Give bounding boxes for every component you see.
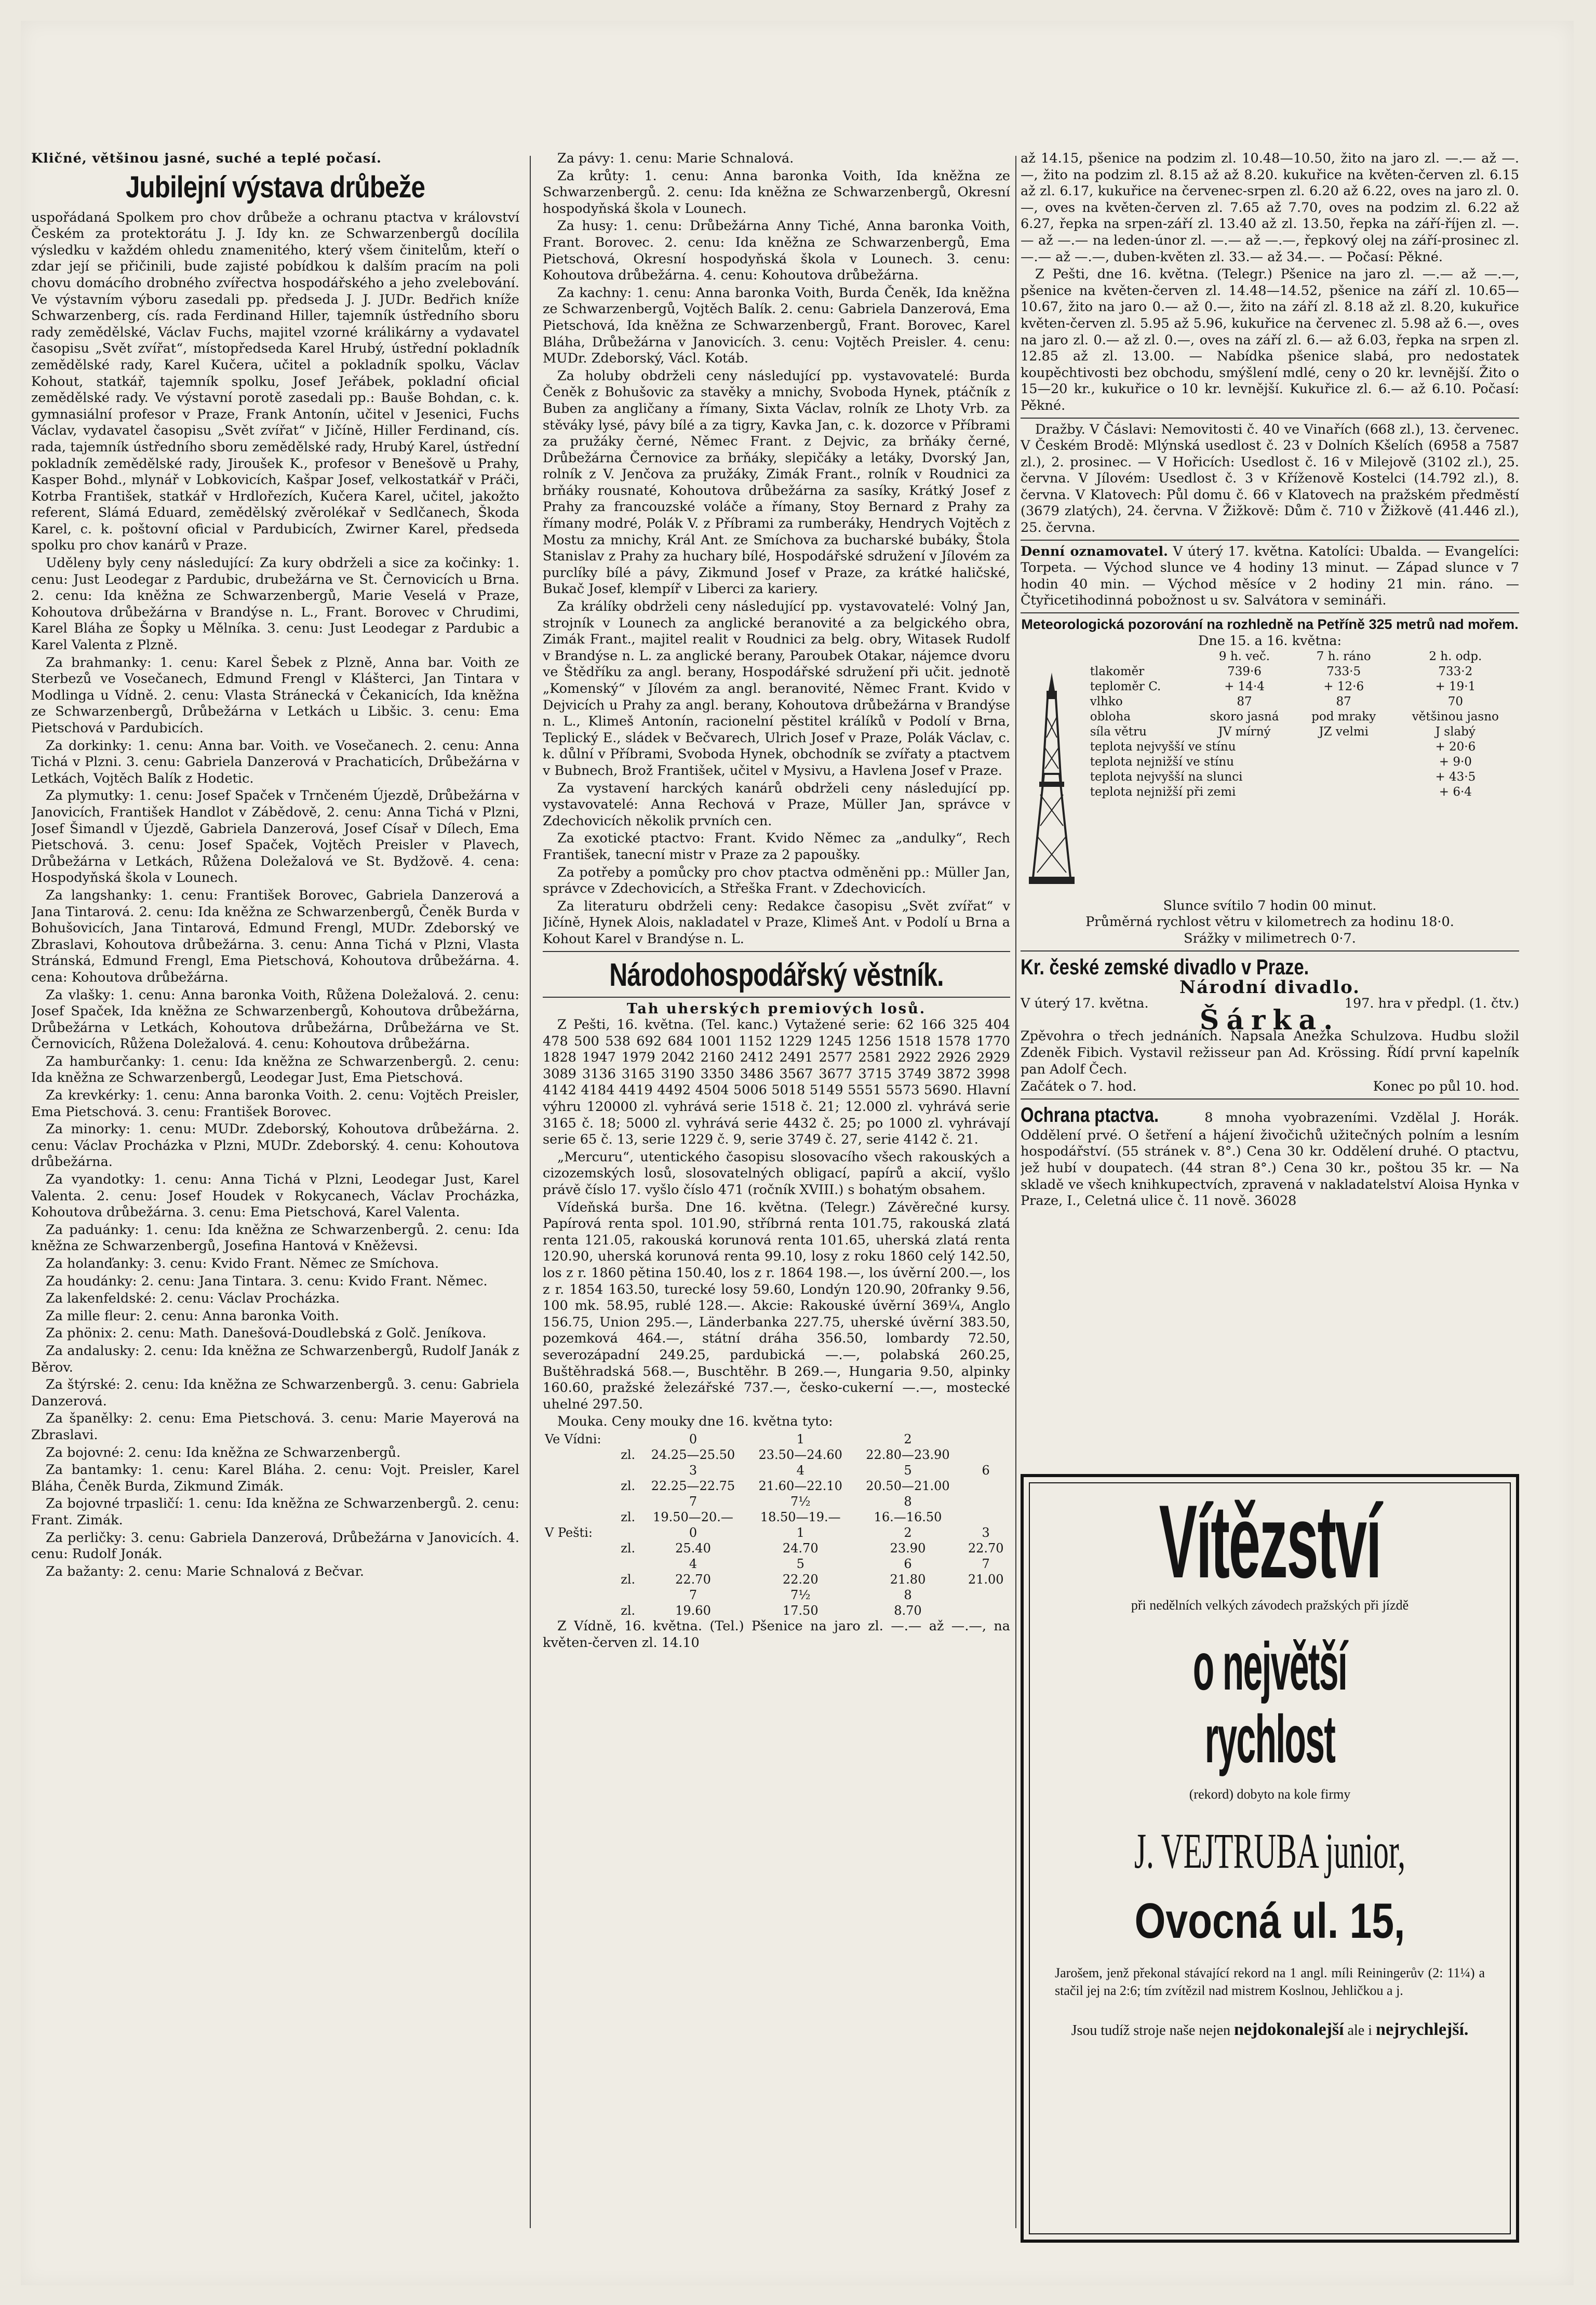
flour-table-cell: 3 bbox=[982, 1525, 990, 1540]
awards-vyandotky: Za vyandotky: 1. cenu: Anna Tichá v Plzni, Leodegar Just, Karel Valenta. 2. cenu: Josef Houdek v Rokycanech, Václav Procházka, Kohoutova drůbežárna. 3. cenu: Ema Pietschová, Karel Valenta. bbox=[31, 1172, 519, 1221]
bird-protection-title: Ochrana ptactva. bbox=[1021, 1103, 1159, 1127]
meteo-cell: skoro jasná bbox=[1210, 710, 1279, 724]
flour-table-cell bbox=[961, 1603, 1010, 1618]
ad-body: Jarošem, jenž překonal stávající rekord na 1 angl. míli Reiningerův (2: 11¼) a stačil jej na 2:6; tím zvítězil nad mistrem Koslnou, Jehličkou a j. bbox=[1055, 1965, 1485, 1998]
flour-table-row bbox=[543, 1587, 1010, 1603]
flour-table-cell: 8.70 bbox=[894, 1603, 922, 1618]
flour-table-cell: 17.50 bbox=[782, 1603, 819, 1618]
section-divider bbox=[543, 951, 1010, 952]
flour-table-row bbox=[543, 1603, 1010, 1618]
meteo-header-row bbox=[1088, 649, 1519, 664]
pest-grain-prices: Z Pešti, dne 16. května. (Telegr.) Pšenice na jaro zl. —.— až —.—, pšenice na květen-červen zl. 14.48—14.52, pšenice na září zl. 10.65—10.67, žito na jaro 0.— až 0.—, žito na září zl. 8.18 až zl. 8.20, kukuřice květen-červen zl. 5.95 až 5.96, kukuřice na červenec zl. 5.98 až 6.—, oves na jaro zl. 0.— až zl. 0.—, oves na září zl. 6.— až 6.03, řepka na srpen zl. 12.85 až zl. 13.00. — Nabídka pšenice slabá, pro nedostatek koupěchtivosti bez obchodu, smýšlení mdlé, ceny o 20 kr. levnější. Žito o 15—20 kr., kukuřice o 10 kr. levnější. Kukuřice zl. 6.— až 6.10. Počasí: Pěkné. bbox=[1021, 266, 1519, 413]
meteo-extra-label: teplota nejvyšší ve stínu bbox=[1090, 740, 1236, 754]
flour-table-cell bbox=[961, 1494, 1010, 1509]
theatre-performance: 197. hra v předpl. (1. čtv.) bbox=[1344, 996, 1519, 1012]
flour-table-cell: zl. bbox=[621, 1540, 636, 1556]
flour-price-table bbox=[543, 1431, 1010, 1618]
meteo-cell: tlakoměr bbox=[1090, 665, 1145, 679]
flour-table-cell: 6 bbox=[904, 1556, 912, 1571]
daily-notice-text: V úterý 17. května. Katolíci: Ubalda. — Evangelíci: Torpeta. — Východ slunce ve 4 hodiny 13 minut. — Západ slunce v 7 hodin 40 min. — Východ měsíce v 2 hodiny 21 min. ráno. — Čtyřicetihodinná pobožnost u sv. Salvátora v semináři. bbox=[1021, 543, 1519, 609]
awards-spanel: Za španělky: 2. cenu: Ema Pietschová. 3. cenu: Marie Mayerová na Zbraslavi. bbox=[31, 1411, 519, 1443]
awards-vlasky: Za vlašky: 1. cenu: Anna baronka Voith, Růžena Doležalová. 2. cenu: Josef Spaček, Ida kněžna ze Schwarzenbergů, Kohoutova drůbežárna, Drůbežárna v Letkách, Kohoutova drůbežárna, Drůbežárna ve St. Černovicích, Růžena Doležalová. 4. cenu: Kohoutova drůbežárna. bbox=[31, 987, 519, 1052]
bird-protection-ad bbox=[1021, 1103, 1519, 1210]
awards-plymut: Za plymutky: 1. cenu: Josef Spaček v Trnčeném Újezdě, Drůbežárna v Janovicích, František Handlot v Zábědově, 2. cenu: Anna Tichá v Plzni, Josef Šimandl v Újezdě, Gabriela Danzerová, Josef Císař v Dílech, Ema Pietschová. 3. cenu: Josef Spaček, Vojtěch Preisler v Plavech, Drůbežárna v Letkách, Růžena Doležalová ve St. Bydžově. 4. cena: Hospodyňská škola v Lounech. bbox=[31, 788, 519, 886]
meteo-cell: obloha bbox=[1090, 710, 1131, 724]
flour-table-cell: zl. bbox=[621, 1603, 636, 1618]
ad-tag-3: ale i bbox=[1347, 2022, 1372, 2039]
flour-table-cell: 23.90 bbox=[890, 1540, 926, 1556]
flour-table-cell: V Pešti: bbox=[545, 1525, 593, 1540]
theatre-play-title: Šárka. bbox=[1199, 1004, 1340, 1036]
grain-prices: až 14.15, pšenice na podzim zl. 10.48—10.50, žito na jaro zl. —.— až —.—, žito na podzim zl. 8.15 až až 8.20. kukuřice na květen-červen zl. 6.15 až zl. 6.17, kukuřice na červenec-srpen zl. 6.20 až 6.22, oves na jaro zl. 0.—, oves na květen-červen zl. 7.65 až 7.70, oves na podzim zl. 6.22 až 6.27, řepka na srpen-září zl. 13.40 až zl. 13.50, řepka na září-říjen zl. —.— až —.— na leden-únor zl. —.— až —.—, řepkový olej na září-prosinec zl. —.— až —.—, duben-květen zl. 33.— až 34.—. — Počasí: Pěkné. bbox=[1021, 151, 1519, 265]
awards-bazanty: Za bažanty: 2. cenu: Marie Schnalová z Bečvar. bbox=[46, 1563, 364, 1579]
section-divider bbox=[1021, 612, 1519, 613]
weather-intro: Kličné, většinou jasné, suché a teplé počasí. bbox=[31, 151, 382, 166]
flour-table-cell bbox=[543, 1463, 616, 1478]
flour-table-cell: 22.80—23.90 bbox=[866, 1447, 950, 1462]
flour-table-row bbox=[543, 1494, 1010, 1509]
flour-table-cell bbox=[616, 1463, 639, 1478]
meteo-header-cell: 2 h. odp. bbox=[1429, 650, 1482, 664]
ad-tag-4: nejrychlejší. bbox=[1375, 2020, 1469, 2039]
flour-table-cell: 7 bbox=[689, 1494, 698, 1509]
section-divider bbox=[543, 997, 1010, 998]
awards-phonix: Za phönix: 2. cenu: Math. Danešová-Doudlebská z Golč. Jeníkova. bbox=[46, 1325, 487, 1342]
flour-table-row bbox=[543, 1540, 1010, 1556]
flour-table-cell: 7 bbox=[982, 1556, 990, 1571]
awards-kraliky: Za králíky obdrželi ceny následující pp. vystavovatelé: Volný Jan, strojník v Lounech za anglické beranovité a za belgického obra, Zimák Frant., majitel realit v Roudnici za belg. obry, Witasek Rudolf v Brandýse n. L. za anglické berany, Paroubek Otakar, nájemce dvoru ve Štědříku za angl. berany, Hospodářské sdružení při učit. jednotě „Komenský“ v Jílovém za angl. beranovité, Němec Frant. Kvido v Dejvicích u Prahy za angl. berany, Kohoutova drůbežárna v Brandýse n. L., Klimeš Antonín, racionelní pěstitel králíků v Podolí v Brna, Teplický E., sládek v Bečvarech, Ulrich Josef v Praze, Polák Václav, c. k. důlní v Příbrami, Svoboda Hynek, obchodník se zvířaty a ptactvem v Bubnech, Brož František, učitel v Mysivu, a Havlena Josef v Praze. bbox=[543, 599, 1010, 779]
meteo-row bbox=[1088, 664, 1519, 679]
flour-table-cell bbox=[543, 1447, 616, 1463]
vienna-bourse: Vídeňská burša. Dne 16. května. (Telegr.) Závěrečné kursy. Papírová renta spol. 101.90, stříbrná renta 101.75, rakouská zlatá renta 121.05, rakouská korunová renta 101.65, uherská zlatá renta 120.90, uherská korunová renta 99.10, losy z roku 1860 celý 142.50, los z r. 1860 pětina 150.40, los z r. 1864 198.—, los úvěrní 200.—, los z r. 1854 163.50, turecké losy 59.60, Londýn 120.90, 20franky 9.56, 100 mk. 58.95, rublé 128.—. Akcie: Rakouské úvěrní 369¼, Anglo 156.75, Union 295.—, Länderbanka 227.75, uherské úvěrní 383.50, pozemková 464.—, státní dráha 356.50, lombardy 72.50, severozápadní 249.25, pardubická —.—, polabská 260.25, Buštěhradská 568.—, Buschtěhr. B 269.—, Hungaria 9.50, alpinky 160.60, pražské železářské 737.—, česko-cukerní —.—, mostecké uhelné 297.50. bbox=[543, 1199, 1010, 1412]
awards-bantam: Za bantamky: 1. cenu: Karel Bláha. 2. cenu: Vojt. Preisler, Karel Bláha, Čeněk Burda, Zikmund Zimák. bbox=[31, 1462, 519, 1494]
column-rule-2 bbox=[1015, 156, 1016, 2228]
flour-table-cell: 4 bbox=[796, 1463, 804, 1478]
meteo-extra-value: + 9·0 bbox=[1439, 755, 1472, 769]
flour-table-cell: Ve Vídni: bbox=[545, 1431, 601, 1446]
meteo-date: Dne 15. a 16. května: bbox=[1198, 633, 1342, 649]
flour-table-cell: 18.50—19.— bbox=[760, 1509, 841, 1524]
flour-table-cell bbox=[961, 1478, 1010, 1494]
flour-table-cell bbox=[543, 1556, 616, 1572]
column-2 bbox=[543, 151, 1010, 2249]
meteo-cell: 733·2 bbox=[1438, 665, 1473, 679]
flour-table-cell bbox=[961, 1447, 1010, 1463]
awards-paduan: Za paduánky: 1. cenu: Ida kněžna ze Schwarzenbergů. 2. cenu: Ida kněžna ze Schwarzenbergů, Josefina Hantová v Kněževsi. bbox=[31, 1222, 519, 1254]
theatre-date: V úterý 17. května. bbox=[1021, 996, 1149, 1012]
flour-table-cell: 7 bbox=[689, 1587, 698, 1602]
awards-brahma: Za brahmanky: 1. cenu: Karel Šebek z Plzně, Anna bar. Voith ze Sterbezů ve Vosečanech, Edmund Frengl v Klášterci, Jan Tintara v Modlinga u Vídně. 2. cenu: Vlasta Stránecká v Čekanicích, Ida kněžna ze Schwarzenbergů, Drůbežárna v Letkách u Libšic. 3. cenu: Ema Pietschová v Pardubicích. bbox=[31, 654, 519, 736]
flour-table-cell: 21.00 bbox=[968, 1572, 1004, 1587]
lottery-headline: Tah uherských premiových losů. bbox=[626, 1000, 927, 1017]
flour-table-cell bbox=[543, 1540, 616, 1556]
flour-table-cell bbox=[616, 1431, 639, 1447]
flour-table-row bbox=[543, 1525, 1010, 1540]
column-rule-1 bbox=[530, 156, 531, 2228]
awards-houdan: Za houdánky: 2. cenu: Jana Tintara. 3. cenu: Kvido Frant. Němec. bbox=[46, 1273, 488, 1289]
flour-table-cell: 6 bbox=[982, 1463, 990, 1478]
flour-table-cell: 1 bbox=[796, 1525, 804, 1540]
awards-pomucky: Za potřeby a pomůcky pro chov ptactva odměněni pp.: Müller Jan, správce v Zdechovicích, a Střeška Frant. v Zdechovicích. bbox=[543, 864, 1010, 897]
flour-table-cell: 19.60 bbox=[675, 1603, 711, 1618]
flour-table-cell: 2 bbox=[904, 1525, 912, 1540]
awards-minorky: Za minorky: 1. cenu: MUDr. Zdeborský, Kohoutova drůbežárna. 2. cenu: Václav Procházka v Plzni, MUDr. Zdeborský. 4. cenu: Kohoutova drůbežárna. bbox=[31, 1121, 519, 1170]
flour-table-cell: 22.20 bbox=[782, 1572, 819, 1587]
flour-table-cell: 1 bbox=[796, 1431, 804, 1446]
flour-table-cell: 19.50—20.— bbox=[653, 1509, 733, 1524]
meteo-cell: většinou jasno bbox=[1412, 710, 1499, 724]
awards-kanary: Za vystavení harckých kanárů obdrželi ceny následující pp. vystavovatelé: Anna Rechová v Praze, Müller Jan, správce v Zdechovicích několik prvních cen. bbox=[543, 780, 1010, 829]
meteo-extra-label: teplota nejnižší při zemi bbox=[1090, 785, 1236, 799]
flour-table-cell: 7½ bbox=[790, 1587, 811, 1602]
awards-andal: Za andalusky: 2. cenu: Ida kněžna ze Schwarzenbergů, Rudolf Janák z Běrov. bbox=[31, 1343, 519, 1375]
meteo-row bbox=[1088, 694, 1519, 709]
meteo-header-cell: 9 h. več. bbox=[1218, 650, 1270, 664]
flour-table-cell bbox=[961, 1431, 1010, 1447]
awards-langshan: Za langshanky: 1. cenu: František Borovec, Gabriela Danzerová a Jana Tintarová. 2. cenu: Ida kněžna ze Schwarzenbergů, Čeněk Burda v Bohušovicích, Jana Tintarová, Edmund Frengl, MUDr. Zdeborský ve Zbraslavi, Kohoutova drůbežárna. 3. cenu: Anna Tichá v Plzni, Vlasta Stránská, Edmund Frengl, Ema Pietschová, Kohoutova drůbežárna. 4. cena: Kohoutova drůbežárna. bbox=[31, 887, 519, 985]
awards-hamburk: Za hamburčanky: 1. cenu: Ida kněžna ze Schwarzenbergů. 2. cenu: Ida kněžna ze Schwarzenbergů, Leodegar Just, Ema Pietschová. bbox=[31, 1053, 519, 1086]
section-divider bbox=[1021, 540, 1519, 541]
daily-notice-label: Denní oznamovatel. bbox=[1021, 543, 1168, 559]
section-divider bbox=[1021, 1098, 1519, 1100]
flour-table-cell: zl. bbox=[621, 1572, 636, 1587]
flour-table-row bbox=[543, 1447, 1010, 1463]
flour-table-cell: 0 bbox=[689, 1525, 698, 1540]
flour-table-cell bbox=[616, 1587, 639, 1603]
awards-kruty: Za krůty: 1. cenu: Anna baronka Voith, Ida kněžna ze Schwarzenbergů. 2. cenu: Ida kněžna ze Schwarzenbergů, Okresní hospodyňská škola v Lounech. bbox=[543, 168, 1010, 217]
flour-table-cell: 2 bbox=[904, 1431, 912, 1446]
awards-bojovne: Za bojovné: 2. cenu: Ida kněžna ze Schwarzenbergů. bbox=[46, 1444, 401, 1460]
theatre-end: Konec po půl 10. hod. bbox=[1373, 1079, 1519, 1095]
flour-table-cell: 21.60—22.10 bbox=[758, 1478, 842, 1493]
meteo-wind: Průměrná rychlost větru v kilometrech za hodinu 18·0. bbox=[1085, 914, 1454, 930]
meteo-header-cell: 7 h. ráno bbox=[1316, 650, 1371, 664]
flour-table-row bbox=[543, 1478, 1010, 1494]
meteo-cell: JV mírný bbox=[1218, 725, 1271, 739]
flour-table-cell: 4 bbox=[689, 1556, 698, 1571]
flour-table-cell: 3 bbox=[689, 1463, 698, 1478]
ad-tag-1: Jsou tudíž stroje naše nejen bbox=[1071, 2022, 1230, 2039]
awards-millefl: Za mille fleur: 2. cenu: Anna baronka Voith. bbox=[46, 1308, 339, 1324]
auctions: Dražby. V Čáslavi: Nemovitosti č. 40 ve Vinařích (668 zl.), 13. červenec. V Českém Brodě: Mlýnská usedlost č. 23 v Dolních Kšelích (6958 a 7587 zl.), 2. prosinec. — V Hořicích: Usedlost č. 16 v Milejově (3102 zl.), 25. června. V Jílovém: Usedlost č. 3 v Kříženově Kostelci (14.792 zl.), 8. června. V Klatovech: Půl domu č. 66 v Klatovech na pražském předměstí (3679 zlatých), 24. června. V Žižkově: Dům č. 710 v Žižkově (41.446 zl.), 25. června. bbox=[1021, 421, 1519, 536]
flour-table-cell: 8 bbox=[904, 1587, 912, 1602]
awards-styrske: Za štýrské: 2. cenu: Ida kněžna ze Schwarzenbergů. 3. cenu: Gabriela Danzerová. bbox=[31, 1377, 519, 1409]
flour-table-cell: 25.40 bbox=[675, 1540, 711, 1556]
flour-table-row bbox=[543, 1556, 1010, 1572]
meteo-rain: Srážky v milimetrech 0·7. bbox=[1184, 931, 1356, 946]
awards-lakenf: Za lakenfeldské: 2. cenu: Václav Procházka. bbox=[46, 1291, 340, 1307]
flour-table-cell bbox=[616, 1525, 639, 1540]
meteo-table bbox=[1088, 649, 1519, 800]
meteo-cell: 87 bbox=[1336, 695, 1351, 709]
awards-krevkerky: Za krevkérky: 1. cenu: Anna baronka Voith. 2. cenu: Vojtěch Preisler, Ema Pietschová. 3. cenu: František Borovec. bbox=[31, 1088, 519, 1120]
flour-table-cell: 24.70 bbox=[782, 1540, 819, 1556]
meteo-extra-value: + 43·5 bbox=[1435, 770, 1476, 784]
awards-paragraph: Uděleny byly ceny následující: Za kury obdrželi a sice za kočinky: 1. cenu: Just Leodegar z Pardubic, drubežárna ve St. Černovicích u Brna. 2. cenu: Ida kněžna ze Schwarzenbergů, Marie Veselá v Praze, Kohoutova drůbežárna v Brandýse n. L., Frant. Borovec v Chrudimi, Karel Bláha ze Šopky u Mělníka. 3. cenu: Just Leodegar z Pardubic a Karel Valenta z Plzně. bbox=[31, 555, 519, 653]
ad-line-2: (rekord) dobyto na kole firmy bbox=[1189, 1787, 1351, 1802]
bicycle-advertisement bbox=[1021, 1474, 1519, 2243]
petrin-tower-icon bbox=[1021, 649, 1088, 898]
flour-table-row bbox=[543, 1463, 1010, 1478]
meteo-extra-label: teplota nejvyšší na slunci bbox=[1090, 770, 1243, 784]
daily-notice bbox=[1021, 544, 1519, 609]
meteo-cell: teploměr C. bbox=[1090, 680, 1161, 694]
awards-literat: Za literaturu obdrželi ceny: Redakce časopisu „Svět zvířat“ v Jičíně, Hynek Alois, nakladatel v Praze, Klimeš Ant. v Podolí u Brna a Kohout Karel v Brandýse n. L. bbox=[543, 898, 1010, 947]
flour-table-cell: 16.—16.50 bbox=[874, 1509, 942, 1524]
awards-kachny: Za kachny: 1. cenu: Anna baronka Voith, Burda Čeněk, Ida kněžna ze Schwarzenbergů, Vojtěch Balík. 2. cenu: Gabriela Danzerová, Ema Pietschová, Ida kněžna ze Schwarzenbergů, Frant. Borovec, Karel Bláha, Drůbežárna v Janovicích. 3. cenu: Vojtěch Preisler. 4. cenu: MUDr. Zdeborský, Václ. Kotáb. bbox=[543, 285, 1010, 367]
meteo-extra-row bbox=[1088, 770, 1519, 785]
ad-title: Vítězství bbox=[1159, 1484, 1381, 1600]
flour-intro: Mouka. Ceny mouky dne 16. května tyto: bbox=[557, 1414, 833, 1430]
flour-table-cell: 24.25—25.50 bbox=[651, 1447, 735, 1462]
article-headline: Jubilejní výstava drůbeže bbox=[125, 170, 425, 204]
ad-tag-2: nejdokonalejší bbox=[1233, 2020, 1344, 2039]
flour-table-cell: 7½ bbox=[790, 1494, 811, 1509]
flour-table-cell: 22.70 bbox=[675, 1572, 711, 1587]
flour-table-cell bbox=[543, 1603, 616, 1618]
lottery-results: Z Pešti, 16. května. (Tel. kanc.) Vytažené serie: 62 166 325 404 478 500 538 692 684 1001 1152 1229 1245 1256 1518 1578 1770 1828 1947 1979 2042 2160 2412 2491 2577 2581 2922 2926 2929 3089 3136 3165 3190 3350 3486 3567 3677 3715 3749 3872 3998 4142 4184 4419 4492 4504 5006 5018 5149 5551 5573 5690. Hlavní výhru 120000 zl. vyhrává serie 1518 č. 21; 12.000 zl. vyhrává serie 3165 č. 18; 5000 zl. vyhrává serie 4432 č. 25; po 1000 zl. vyhrávají serie 65 č. 13, serie 1229 č. 9, serie 3749 č. 27, serie 4142 č. 21. bbox=[543, 1017, 1010, 1148]
flour-table-cell bbox=[543, 1478, 616, 1494]
awards-perlicky: Za perličky: 3. cenu: Gabriela Danzerová, Drůbežárna v Janovicích. 4. cenu: Rudolf Jonák. bbox=[31, 1530, 519, 1562]
flour-table-cell: 0 bbox=[689, 1431, 698, 1446]
meteo-extra-row bbox=[1088, 740, 1519, 755]
bird-protection-text: 8 mnoha vyobrazeními. Vzdělal J. Horák. Oddělení prvé. O šetření a hájení živočichů užitečných polním a lesním hospodářství. (55 stránek v. 8°.) Cena 30 kr. Oddělení druhé. O ptactvu, jež hubí v doupatech. (44 stran 8°.) Cena 30 kr., poštou 35 kr. — Na skladě ve všech knihkupectvích, zpravená v nakladatelství Aloisa Hynka v Praze, I., Celetná ulice č. 11 nově. 36028 bbox=[1021, 1109, 1519, 1209]
flour-table-cell: 5 bbox=[904, 1463, 912, 1478]
meteo-cell: + 14·4 bbox=[1224, 680, 1265, 694]
awards-bojtrp: Za bojovné trpasličí: 1. cenu: Ida kněžna ze Schwarzenbergů. 2. cenu: Frant. Zimák. bbox=[31, 1496, 519, 1528]
flour-table-row bbox=[543, 1509, 1010, 1525]
column-3 bbox=[1021, 151, 1519, 1465]
meteo-sun: Slunce svítilo 7 hodin 00 minut. bbox=[1163, 897, 1377, 914]
flour-table-cell bbox=[543, 1587, 616, 1603]
awards-holuby: Za holuby obdrželi ceny následující pp. vystavovatelé: Burda Čeněk z Bohušovic za stavěky a mnichy, Svoboda Hynek, ptáčník z Buben za angličany a římany, Sixta Václav, rolník ze Lhoty Vrb. za stěváky lysé, pávy bílé a za tigry, Kavka Jan, c. k. dozorce v Příbrami za pružáky černé, Němec Frant. z Dejvic, za brňáky černé, Drůbežárna Černovice za brňáky, slepičáky a letáky, Dvorský Jan, rolník z V. Jenčova za pružáky, Zimák Frant., rolník v Roudnici za brňáky rousnaté, Kohoutova drůbežárna za sasíky, Krátký Josef z Prahy za francouzské voláče a římany, Stoy Bernard z Prahy za římany modré, Polák V. z Příbrami za rumberáky, Hendrych Vojtěch z Mostu za mnichy, Král Ant. ze Smíchova za bucharské bubáky, Štola Stanislav z Prahy za huchary bílé, Hospodářské sdružení v Jílovém za purclíky bílé a pávy, Zikmund Josef v Praze, za krátké haličské, Bukač Josef, klempíř v Liberci za kariery. bbox=[543, 368, 1010, 597]
economic-section-headline: Národohospodářský věstník. bbox=[609, 957, 944, 993]
meteo-cell: JZ velmi bbox=[1319, 725, 1369, 739]
meteo-extra-value: + 6·4 bbox=[1439, 785, 1472, 799]
meteo-header-blank bbox=[1088, 649, 1193, 664]
flour-table-cell bbox=[543, 1572, 616, 1587]
flour-table-cell: zl. bbox=[621, 1509, 636, 1524]
ad-firm-name: J. VEJTRUBA junior, bbox=[1134, 1823, 1406, 1879]
awards-holand: Za holanďanky: 3. cenu: Kvido Frant. Němec ze Smíchova. bbox=[46, 1256, 439, 1271]
meteo-cell: + 19·1 bbox=[1435, 680, 1476, 694]
theatre-start: Začátek o 7. hod. bbox=[1021, 1079, 1137, 1095]
flour-table-row bbox=[543, 1572, 1010, 1587]
meteo-row bbox=[1088, 725, 1519, 740]
meteo-cell: vlhko bbox=[1090, 695, 1123, 709]
theatre-subheadline: Národní divadlo. bbox=[1179, 976, 1361, 998]
meteo-cell: J slabý bbox=[1435, 725, 1476, 739]
flour-table-cell: 22.25—22.75 bbox=[651, 1478, 735, 1493]
flour-table-cell bbox=[961, 1509, 1010, 1525]
meteo-cell: 70 bbox=[1447, 695, 1463, 709]
ad-line-1: při nedělních velkých závodech pražských při jízdě bbox=[1131, 1598, 1409, 1613]
meteo-cell: 87 bbox=[1237, 695, 1252, 709]
meteo-extra-value: + 20·6 bbox=[1435, 740, 1476, 754]
meteo-headline: Meteorologická pozorování na rozhledně na Petříně 325 metrů nad mořem. bbox=[1021, 617, 1519, 633]
flour-table-cell bbox=[616, 1556, 639, 1572]
flour-table-cell bbox=[543, 1509, 616, 1525]
flour-table-cell bbox=[616, 1494, 639, 1509]
flour-table-cell: zl. bbox=[621, 1447, 636, 1462]
meteo-cell: + 12·6 bbox=[1323, 680, 1364, 694]
theatre-description: Zpěvohra o třech jednáních. Napsala Anežka Schulzova. Hudbu složil Zdeněk Fibich. Vystavil režisseur pan Ad. Krössing. Řídí první kapelník pan Adolf Čech. bbox=[1021, 1028, 1519, 1077]
section-divider bbox=[1021, 418, 1519, 419]
flour-table-cell: 5 bbox=[796, 1556, 804, 1571]
flour-table-cell: 8 bbox=[904, 1494, 912, 1509]
flour-table-cell: 23.50—24.60 bbox=[758, 1447, 842, 1462]
meteo-cell: 733·5 bbox=[1326, 665, 1361, 679]
awards-exot: Za exotické ptactvo: Frant. Kvido Němec za „andulky“, Rech František, tanecní mistr v Praze za 2 papoušky. bbox=[543, 830, 1010, 863]
meteo-extra-row bbox=[1088, 785, 1519, 800]
flour-table-cell: 22.70 bbox=[968, 1540, 1004, 1556]
mercur-notice: „Mercuru“, utentického časopisu slosovacího všech rakouských a cizozemských losů, slosovatelných obligací, papírů a akcií, vyšlo právě číslo 17. vyšlo číslo 471 (ročník XVIII.) s bohatým obsahem. bbox=[543, 1149, 1010, 1198]
meteo-extra-label: teplota nejnižší ve stínu bbox=[1090, 755, 1235, 769]
article-intro: uspořádaná Spolkem pro chov drůbeže a ochranu ptactva v království Českém za protektorátu J. J. Idy kn. ze Schwarzenbergů docílila výsledku v každém ohledu znamenitého, který všem činitelům, kteří o zdar její se přičinili, bude zajisté pobídkou k dalším pracím na poli chovu domácího drobného zvířectva hospodářského a jeho zvelebování. Ve výstavním výboru zasedali pp. předseda J. J. JUDr. Bedřich kníže Schwarzenberg, cís. rada Ferdinand Hiller, tajemník ústředního sboru rady zemědělské, Václav Fuchs, majitel vzorné králikárny a vydavatel časopisu „Svět zvířat“, místopředseda Karel Hrubý, ústřední pokladník zemědělské rady, Karel Kučera, učitel a pokladník spolku, Václav Kohout, statkář, tajemník spolku, Josef Jeřábek, pokladní oficial zemědělské rady. Ve výstavní porotě zasedali pp.: Bauše Bohdan, c. k. gymnasiální profesor v Praze, Frank Antonín, učitel v Jesenici, Fuchs Václav, vydavatel časopisu „Svět zvířat“ v Jičíně, Hiller Ferdinand, cís. rada, tajemník ústředního sboru zemědělské rady, Hrubý Karel, ústřední pokladník zemědělské rady, Jiroušek K., profesor v Benešově u Prahy, Kasper Bohd., mlynář v Lobkovicích, Kašpar Josef, velkostatkář v Práči, Kotrba František, statkář v Hrdlořezích, Kučera Karel, učitel, jakožto referent, Slámá Eduard, zemědělský zvěrolékař v Sedlčanech, Škoda Karel, c. k. poštovní oficial v Pardubicích, Zwirner Karel, předseda spolku pro chov kanárů v Praze. bbox=[31, 209, 519, 554]
meteo-extra-row bbox=[1088, 755, 1519, 770]
ad-street: Ovocná ul. 15, bbox=[1134, 1893, 1405, 1949]
theatre-headline: Kr. české zemské divadlo v Praze. bbox=[1021, 954, 1309, 979]
flour-table-cell bbox=[961, 1587, 1010, 1603]
meteo-row bbox=[1088, 709, 1519, 725]
meteo-cell: 739·6 bbox=[1227, 665, 1262, 679]
awards-husy: Za husy: 1. cenu: Drůbežárna Anny Tiché, Anna baronka Voith, Frant. Borovec. 2. cenu: Ida kněžna ze Schwarzenbergů, Ema Pietschová, Okresní hospodyňská škola v Lounech. 3. cenu: Kohoutova drůbežárna. 4. cenu: Kohoutova drůbežárna. bbox=[543, 218, 1010, 284]
awards-dorking: Za dorkinky: 1. cenu: Anna bar. Voith. ve Vosečanech. 2. cenu: Anna Tichá v Plzni. 3. cenu: Gabriela Danzerová v Prachaticích, Drůbežárna v Letkách, Vojtěch Balík z Hodetic. bbox=[31, 738, 519, 786]
vienna-grain-line: Z Vídně, 16. května. (Tel.) Pšenice na jaro zl. —.— až —.—, na květen-červen zl. 14.10 bbox=[543, 1618, 1010, 1651]
flour-table-cell: 20.50—21.00 bbox=[866, 1478, 950, 1493]
flour-table-cell: 21.80 bbox=[890, 1572, 926, 1587]
column-1 bbox=[31, 151, 519, 2249]
meteo-cell: síla větru bbox=[1090, 725, 1147, 739]
flour-table-cell: zl. bbox=[621, 1478, 636, 1493]
flour-table-row bbox=[543, 1431, 1010, 1447]
ad-big-line: o největší rychlost bbox=[1192, 1628, 1347, 1777]
meteo-cell: pod mraky bbox=[1311, 710, 1376, 724]
meteo-row bbox=[1088, 679, 1519, 694]
section-divider bbox=[1021, 950, 1519, 952]
awards-pavy: Za pávy: 1. cenu: Marie Schnalová. bbox=[557, 151, 794, 166]
flour-table-cell bbox=[543, 1494, 616, 1509]
